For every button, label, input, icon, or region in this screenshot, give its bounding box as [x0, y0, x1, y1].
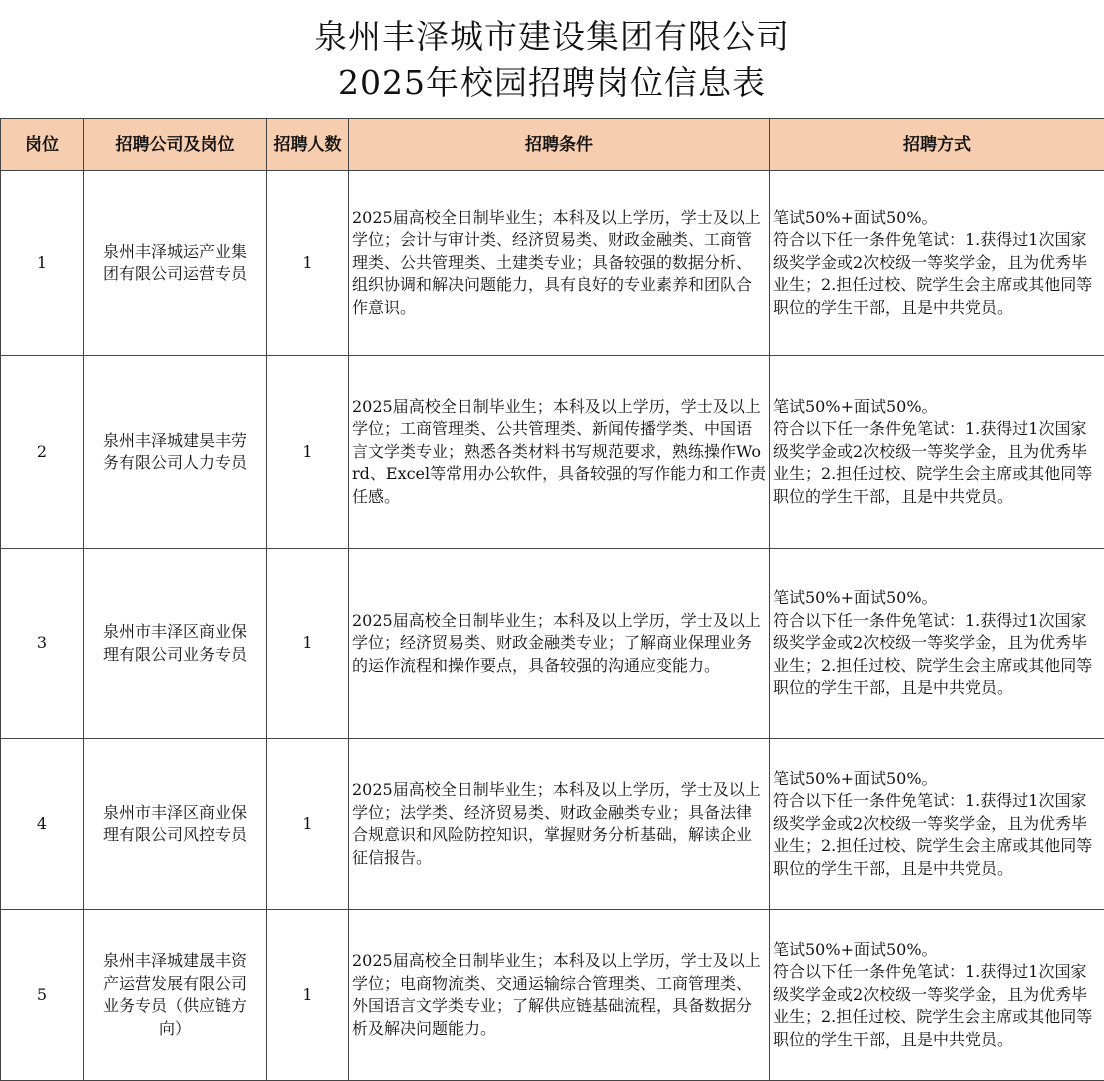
header-company: 招聘公司及岗位: [84, 119, 267, 171]
title-line-1: 泉州丰泽城市建设集团有限公司: [0, 14, 1104, 60]
header-conditions: 招聘条件: [349, 119, 770, 171]
cell-no: 3: [1, 549, 84, 739]
method-exam-ratio: 笔试50%+面试50%。: [773, 587, 1102, 610]
method-exemption: 符合以下任一条件免笔试：1.获得过1次国家级奖学金或2次校级一等奖学金，且为优秀毕业生；2.担任过校、院学生会主席或其他同等职位的学生干部，且是中共党员。: [773, 610, 1102, 700]
cell-count: 1: [267, 171, 349, 356]
document-title: [0, 0, 1104, 118]
table-row: [1, 549, 1104, 739]
header-count: 招聘人数: [267, 119, 349, 171]
cell-count: 1: [267, 910, 349, 1081]
cell-company: 泉州丰泽城运产业集团有限公司运营专员: [84, 171, 267, 356]
recruitment-table: [0, 118, 1104, 1081]
table-header-row: [1, 119, 1104, 171]
cell-count: 1: [267, 356, 349, 549]
cell-method: [770, 356, 1104, 549]
method-exemption: 符合以下任一条件免笔试：1.获得过1次国家级奖学金或2次校级一等奖学金，且为优秀毕业生；2.担任过校、院学生会主席或其他同等职位的学生干部，且是中共党员。: [773, 790, 1102, 880]
method-exam-ratio: 笔试50%+面试50%。: [773, 939, 1102, 962]
cell-company: 泉州丰泽城建晟丰资产运营发展有限公司业务专员（供应链方向）: [84, 910, 267, 1081]
table-row: [1, 739, 1104, 910]
header-no: 岗位: [1, 119, 84, 171]
cell-company: 泉州市丰泽区商业保理有限公司业务专员: [84, 549, 267, 739]
method-exemption: 符合以下任一条件免笔试：1.获得过1次国家级奖学金或2次校级一等奖学金，且为优秀毕业生；2.担任过校、院学生会主席或其他同等职位的学生干部，且是中共党员。: [773, 418, 1102, 508]
cell-no: 5: [1, 910, 84, 1081]
cell-no: 1: [1, 171, 84, 356]
cell-conditions: 2025届高校全日制毕业生；本科及以上学历，学士及以上学位；法学类、经济贸易类、财政金融类专业；具备法律合规意识和风险防控知识，掌握财务分析基础，解读企业征信报告。: [349, 739, 770, 910]
cell-conditions: 2025届高校全日制毕业生；本科及以上学历，学士及以上学位；电商物流类、交通运输综合管理类、工商管理类、外国语言文学类专业；了解供应链基础流程，具备数据分析及解决问题能力。: [349, 910, 770, 1081]
cell-company: 泉州市丰泽区商业保理有限公司风控专员: [84, 739, 267, 910]
method-exam-ratio: 笔试50%+面试50%。: [773, 396, 1102, 419]
cell-no: 2: [1, 356, 84, 549]
cell-method: [770, 549, 1104, 739]
cell-conditions: 2025届高校全日制毕业生；本科及以上学历，学士及以上学位；经济贸易类、财政金融类专业；了解商业保理业务的运作流程和操作要点，具备较强的沟通应变能力。: [349, 549, 770, 739]
cell-method: [770, 171, 1104, 356]
method-exam-ratio: 笔试50%+面试50%。: [773, 207, 1102, 230]
cell-count: 1: [267, 739, 349, 910]
table-row: [1, 171, 1104, 356]
title-line-2: 2025年校园招聘岗位信息表: [0, 60, 1104, 106]
cell-conditions: 2025届高校全日制毕业生；本科及以上学历，学士及以上学位；工商管理类、公共管理类、新闻传播学类、中国语言文学类专业；熟悉各类材料书写规范要求，熟练操作Word、Excel等常用办公软件，具备较强的写作能力和工作责任感。: [349, 356, 770, 549]
method-exemption: 符合以下任一条件免笔试：1.获得过1次国家级奖学金或2次校级一等奖学金，且为优秀毕业生；2.担任过校、院学生会主席或其他同等职位的学生干部，且是中共党员。: [773, 229, 1102, 319]
cell-conditions: 2025届高校全日制毕业生；本科及以上学历，学士及以上学位；会计与审计类、经济贸易类、财政金融类、工商管理类、公共管理类、土建类专业；具备较强的数据分析、组织协调和解决问题能力，具有良好的专业素养和团队合作意识。: [349, 171, 770, 356]
method-exam-ratio: 笔试50%+面试50%。: [773, 768, 1102, 791]
cell-method: [770, 910, 1104, 1081]
method-exemption: 符合以下任一条件免笔试：1.获得过1次国家级奖学金或2次校级一等奖学金，且为优秀毕业生；2.担任过校、院学生会主席或其他同等职位的学生干部，且是中共党员。: [773, 961, 1102, 1051]
table-row: [1, 910, 1104, 1081]
header-method: 招聘方式: [770, 119, 1104, 171]
cell-method: [770, 739, 1104, 910]
cell-count: 1: [267, 549, 349, 739]
table-row: [1, 356, 1104, 549]
cell-no: 4: [1, 739, 84, 910]
cell-company: 泉州丰泽城建昊丰劳务有限公司人力专员: [84, 356, 267, 549]
